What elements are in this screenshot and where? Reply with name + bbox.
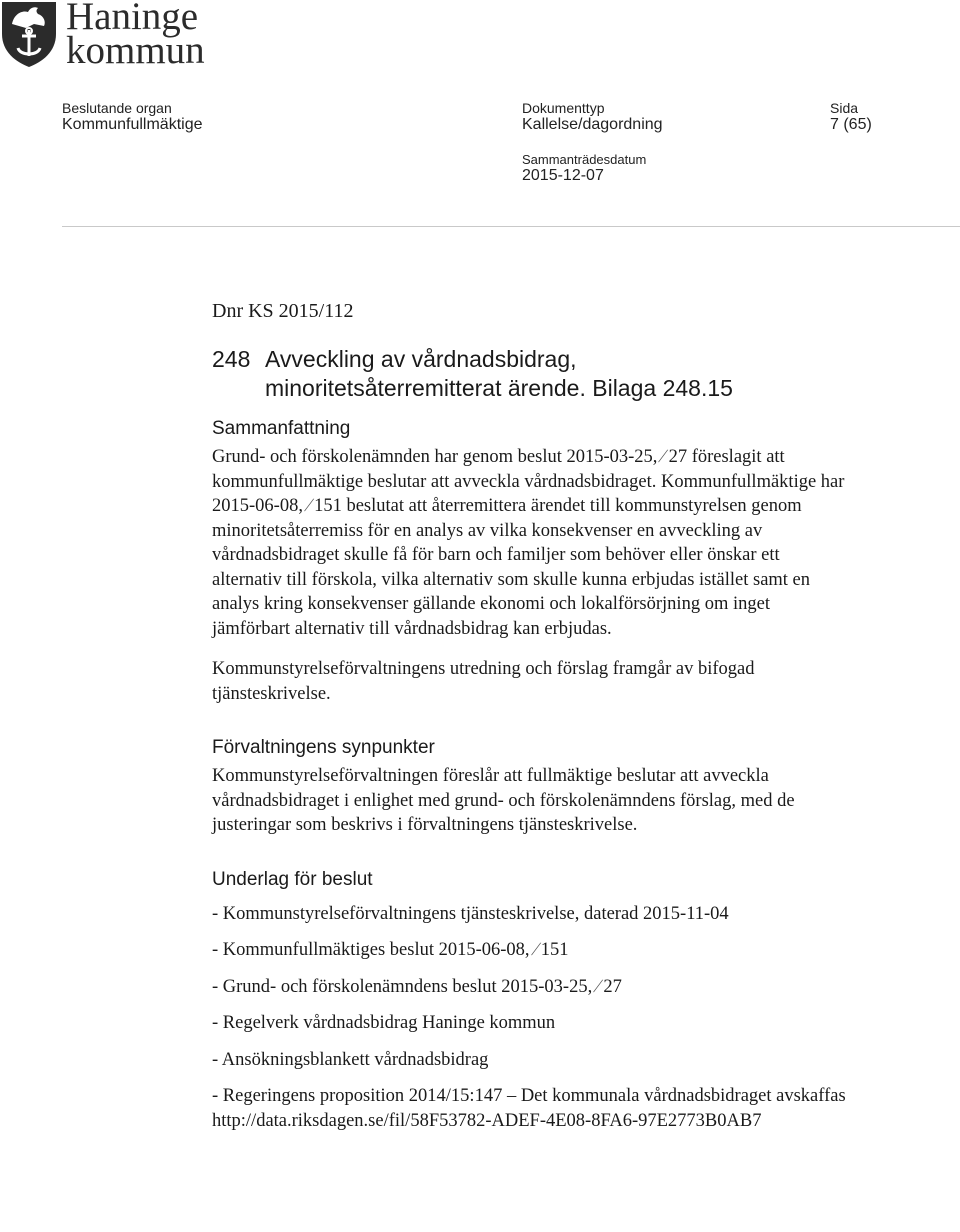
haninge-logo (0, 0, 230, 72)
logo-line-1: Haninge (66, 0, 199, 38)
document-body (212, 300, 852, 1145)
date-value: 2015-12-07 (522, 167, 604, 184)
organ-label: Beslutande organ (62, 100, 172, 116)
header-divider (62, 226, 960, 227)
basis-heading: Underlag för beslut (212, 868, 373, 890)
list-item-text: - Grund- och förskolenämndens beslut 2015-03-25, (212, 976, 593, 997)
list-item: - Kommunstyrelseförvaltningens tjänsteskrivelse, daterad 2015-11-04 (212, 903, 729, 924)
views-heading: Förvaltningens synpunkter (212, 737, 435, 758)
section-sign-icon: / (528, 940, 542, 960)
summary-p1-part-c: 151 beslutat att återremittera ärendet till kommunstyrelsen genom minoritetsåterremiss för en analys av vilka konsekvenser en avveckling av vårdnadsbidraget skulle få för barn och familjer som behöver eller önskar ett alternativ till förskola, vilka alternativ som skulle kunna erbjudas istället samt en analys kring konsekvenser gällande ekonomi och lokalförsörjning om inget jämförbart alternativ till vårdnadsbidrag kan erbjudas. (212, 496, 811, 639)
list-item-ref: 151 (540, 940, 569, 960)
doctype-value: Kallelse/dagordning (522, 116, 663, 133)
case-title-line-2: minoritetsåterremitterat ärende. Bilaga 248.15 (265, 375, 733, 401)
list-item-text: - Kommunfullmäktiges beslut 2015-06-08, (212, 940, 530, 960)
coat-of-arms-icon (0, 0, 58, 68)
basis-list (212, 902, 852, 1134)
page-value: 7 (65) (830, 116, 872, 133)
list-item (212, 938, 852, 963)
case-number: 248 (212, 346, 251, 372)
views-paragraph: Kommunstyrelseförvaltningen föreslår att fullmäktige beslutar att avveckla vårdnadsbidraget i enlighet med grund- och förskolenämndens förslag, med de justeringar som beskrivs i förvaltningens tjänsteskrivelse. (212, 766, 795, 835)
organ-value: Kommunfullmäktige (62, 116, 203, 133)
case-title-text (265, 345, 733, 403)
section-sign-icon: / (591, 976, 605, 997)
date-label: Sammanträdesdatum (522, 152, 647, 167)
case-dnr: Dnr KS 2015/112 (212, 300, 354, 322)
list-item: - Regelverk vårdnadsbidrag Haninge kommun (212, 1013, 556, 1033)
summary-p1-part-a: Grund- och förskolenämnden har genom beslut 2015-03-25, (212, 447, 658, 467)
doctype-label: Dokumenttyp (522, 100, 605, 116)
organ-block (62, 100, 203, 134)
doctype-block (522, 100, 663, 185)
list-item (212, 975, 852, 1000)
summary-paragraph-1 (212, 445, 852, 641)
case-title-line-1: Avveckling av vårdnadsbidrag, (265, 346, 577, 372)
section-sign-icon: / (302, 496, 316, 516)
page-label: Sida (830, 100, 859, 116)
logo-wordmark (66, 0, 205, 72)
list-item-ref: 27 (603, 976, 622, 997)
section-sign-icon: / (656, 447, 670, 467)
case-title (212, 345, 852, 403)
page-block (830, 100, 872, 134)
summary-paragraph-2: Kommunstyrelseförvaltningens utredning och förslag framgår av bifogad tjänsteskrivelse. (212, 659, 755, 704)
logo-line-2: kommun (66, 29, 205, 72)
summary-p1-part-b: 27 föreslagit att kommunfullmäktige beslutar att avveckla vårdnadsbidraget. Kommunfullmäktige har 2015-06-08, (212, 447, 845, 516)
list-item: - Ansökningsblankett vårdnadsbidrag (212, 1049, 489, 1070)
list-item: - Regeringens proposition 2014/15:147 – Det kommunala vårdnadsbidraget avskaffas http://data.riksdagen.se/fil/58F53782-ADEF-4E08-8FA6-97E2773B0AB7 (212, 1086, 846, 1131)
summary-heading: Sammanfattning (212, 418, 351, 439)
